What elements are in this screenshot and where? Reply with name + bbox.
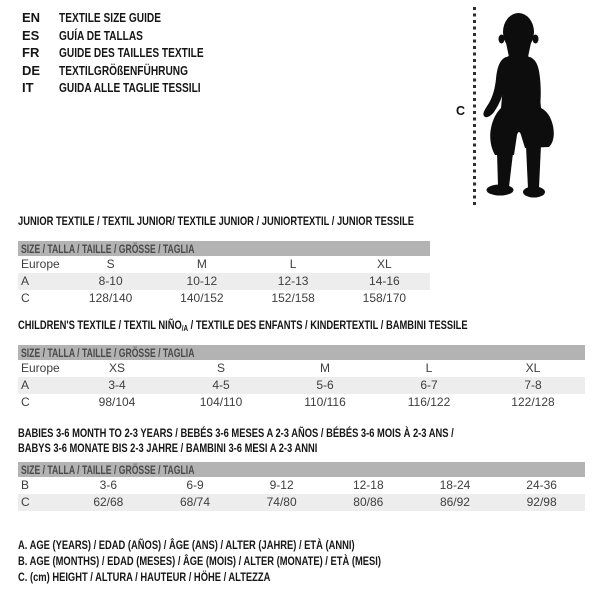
lang-row-en bbox=[22, 9, 244, 27]
cell: 140/152 bbox=[180, 291, 224, 305]
cell: M bbox=[196, 257, 207, 271]
cell: L bbox=[289, 257, 297, 271]
cell: 24-36 bbox=[526, 478, 557, 492]
cell: 18-24 bbox=[439, 478, 471, 492]
table-row bbox=[18, 256, 430, 273]
table-row bbox=[18, 477, 585, 494]
lang-row-it bbox=[22, 79, 244, 97]
cell: L bbox=[425, 361, 433, 375]
lang-code: FR bbox=[22, 45, 40, 60]
cell: S bbox=[216, 361, 225, 375]
footnote-a: A. AGE (YEARS) / EDAD (AÑOS) / ÂGE (ANS) / ALTER (JAHRE) / ETÀ (ANNI) bbox=[18, 538, 355, 552]
lang-title: GUIDA ALLE TAGLIE TESSILI bbox=[59, 80, 201, 95]
cell: 68/74 bbox=[152, 494, 239, 511]
cell: 104/110 bbox=[199, 395, 243, 409]
row-label: C bbox=[21, 395, 30, 409]
cell: 86/92 bbox=[412, 494, 499, 511]
cell: XL bbox=[377, 257, 392, 271]
cell: 158/170 bbox=[362, 291, 407, 305]
lang-title: TEXTILE SIZE GUIDE bbox=[59, 10, 161, 25]
table-row bbox=[18, 394, 585, 411]
lang-title: GUÍA DE TALLAS bbox=[59, 27, 143, 43]
cell: 6-9 bbox=[186, 478, 204, 492]
cell: XS bbox=[108, 361, 125, 375]
cell: 62/68 bbox=[65, 494, 152, 511]
row-label: A bbox=[18, 273, 65, 290]
cell: 116/122 bbox=[407, 395, 451, 409]
cell: 6-7 bbox=[377, 377, 481, 394]
cell: 4-5 bbox=[169, 377, 273, 394]
junior-section-heading: JUNIOR TEXTILE / TEXTIL JUNIOR/ TEXTILE JUNIOR / JUNIORTEXTIL / JUNIOR TESSILE bbox=[18, 214, 414, 228]
lang-code: ES bbox=[22, 27, 40, 43]
lang-code: DE bbox=[22, 62, 41, 78]
row-label: C bbox=[18, 494, 65, 511]
height-c-label: C bbox=[456, 104, 466, 118]
cell: 3-4 bbox=[65, 377, 169, 394]
lang-title: TEXTILGRÖßENFÜHRUNG bbox=[59, 62, 189, 78]
lang-code: EN bbox=[22, 10, 41, 25]
table-row bbox=[18, 360, 585, 377]
lang-title: GUIDE DES TAILLES TEXTILE bbox=[59, 45, 204, 60]
row-label: Europe bbox=[21, 257, 60, 271]
cell: S bbox=[106, 257, 115, 271]
lang-row-de bbox=[22, 62, 244, 80]
cell: 7-8 bbox=[481, 377, 585, 394]
toddler-silhouette bbox=[481, 8, 573, 208]
row-label: C bbox=[21, 291, 30, 305]
row-label: A bbox=[18, 377, 65, 394]
lang-row-es bbox=[22, 27, 244, 45]
babies-section-heading-line2: BABYS 3-6 MONATE BIS 2-3 JAHRE / BAMBINI 3-6 MESI A 2-3 ANNI bbox=[18, 441, 318, 455]
cell: 128/140 bbox=[88, 291, 133, 305]
cell: 152/158 bbox=[271, 291, 315, 305]
cell: M bbox=[320, 361, 330, 375]
footnote-legend bbox=[18, 537, 483, 585]
table-row bbox=[18, 273, 430, 290]
cell: 8-10 bbox=[65, 273, 156, 290]
babies-section-heading-line1: BABIES 3-6 MONTH TO 2-3 YEARS / BEBÉS 3-6 MESES A 2-3 AÑOS / BÉBÉS 3-6 MOIS À 2-3 ANS / bbox=[18, 426, 454, 440]
table-header-bar: SIZE / TALLA / TAILLE / GRÖSSE / TAGLIA bbox=[18, 345, 585, 360]
children-section-heading: CHILDREN'S TEXTILE / TEXTIL $NIÑO_{/A}$ / TEXTILE DES ENFANTS / KINDERTEXTIL / BAMBINI TESSILE bbox=[18, 318, 468, 333]
cell: 14-16 bbox=[339, 273, 430, 290]
cell: 80/86 bbox=[325, 494, 412, 511]
table-row bbox=[18, 494, 585, 511]
lang-row-fr bbox=[22, 44, 244, 62]
cell: 9-12 bbox=[269, 478, 294, 492]
row-label: B bbox=[21, 478, 30, 492]
cell: 122/128 bbox=[511, 395, 555, 409]
cell: XL bbox=[525, 361, 541, 375]
babies-size-table bbox=[18, 462, 585, 511]
table-row bbox=[18, 377, 585, 394]
lang-code: IT bbox=[22, 80, 34, 95]
language-title-list bbox=[22, 9, 244, 97]
cell: 92/98 bbox=[498, 494, 585, 511]
height-measure-dashed-line bbox=[473, 7, 476, 208]
children-size-table bbox=[18, 345, 585, 411]
table-header-bar: SIZE / TALLA / TAILLE / GRÖSSE / TAGLIA bbox=[18, 462, 585, 477]
cell: 3-6 bbox=[99, 478, 117, 492]
cell: 12-18 bbox=[352, 478, 384, 492]
cell: 5-6 bbox=[273, 377, 377, 394]
cell: 74/80 bbox=[238, 494, 325, 511]
table-header-bar: SIZE / TALLA / TAILLE / GRÖSSE / TAGLIA bbox=[18, 241, 430, 256]
footnote-c: C. (cm) HEIGHT / ALTURA / HAUTEUR / HÖHE / ALTEZZA bbox=[18, 570, 271, 584]
junior-size-table bbox=[18, 241, 430, 307]
footnote-b: B. AGE (MONTHS) / EDAD (MESES) / ÂGE (MOIS) / ALTER (MONATE) / ETÀ (MESI) bbox=[18, 554, 381, 568]
cell: 10-12 bbox=[156, 273, 247, 290]
table-row bbox=[18, 290, 430, 307]
row-label: Europe bbox=[21, 361, 60, 375]
cell: 110/116 bbox=[304, 395, 346, 409]
cell: 98/104 bbox=[98, 395, 136, 409]
cell: 12-13 bbox=[248, 273, 339, 290]
